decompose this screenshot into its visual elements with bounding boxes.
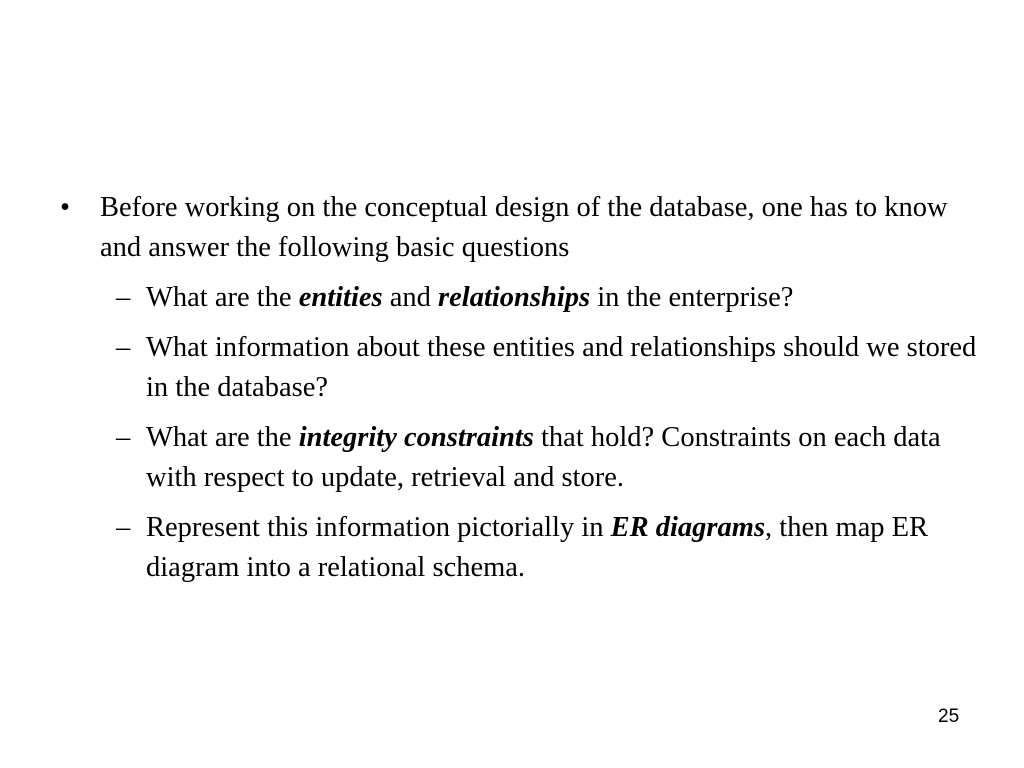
slide-body: [0, 188, 1024, 588]
dash-marker: –: [116, 282, 131, 313]
text-segment: that hold? Constraints on each data with respect to update, retrieval and store.: [146, 422, 941, 493]
sub-bullet-entities: [0, 278, 1024, 318]
emphasis-relationships: relationships: [438, 282, 591, 313]
text-segment: , then map ER diagram into a relational schema.: [146, 512, 929, 583]
emphasis-integrity-constraints: integrity constraints: [298, 422, 534, 453]
sub-bullet-text: [146, 282, 793, 313]
bullet-item: [0, 188, 1024, 268]
text-segment: Represent this information pictorially in: [146, 512, 611, 543]
sub-bullet-text: What information about these entities and relationships should we stored in the database?: [146, 332, 977, 403]
text-segment: What are the: [146, 282, 299, 313]
emphasis-er-diagrams: ER diagrams: [610, 512, 766, 543]
dash-marker: –: [116, 512, 131, 543]
text-segment: What are the: [146, 422, 299, 453]
bullet-text: Before working on the conceptual design of the database, one has to know and answer the following basic questions: [100, 192, 948, 263]
dash-marker: –: [116, 422, 131, 453]
sub-bullet-constraints: [0, 418, 1024, 498]
page-number: 25: [938, 706, 960, 727]
emphasis-entities: entities: [298, 282, 383, 313]
sub-bullet-text: [146, 512, 928, 583]
sub-bullet-er-diagrams: [0, 508, 1024, 588]
sub-bullet-text: [146, 422, 941, 493]
text-segment: in the enterprise?: [590, 282, 794, 313]
sub-bullet-information: [0, 328, 1024, 408]
text-segment: and: [382, 282, 439, 313]
bullet-marker: •: [60, 192, 70, 223]
dash-marker: –: [116, 332, 131, 363]
